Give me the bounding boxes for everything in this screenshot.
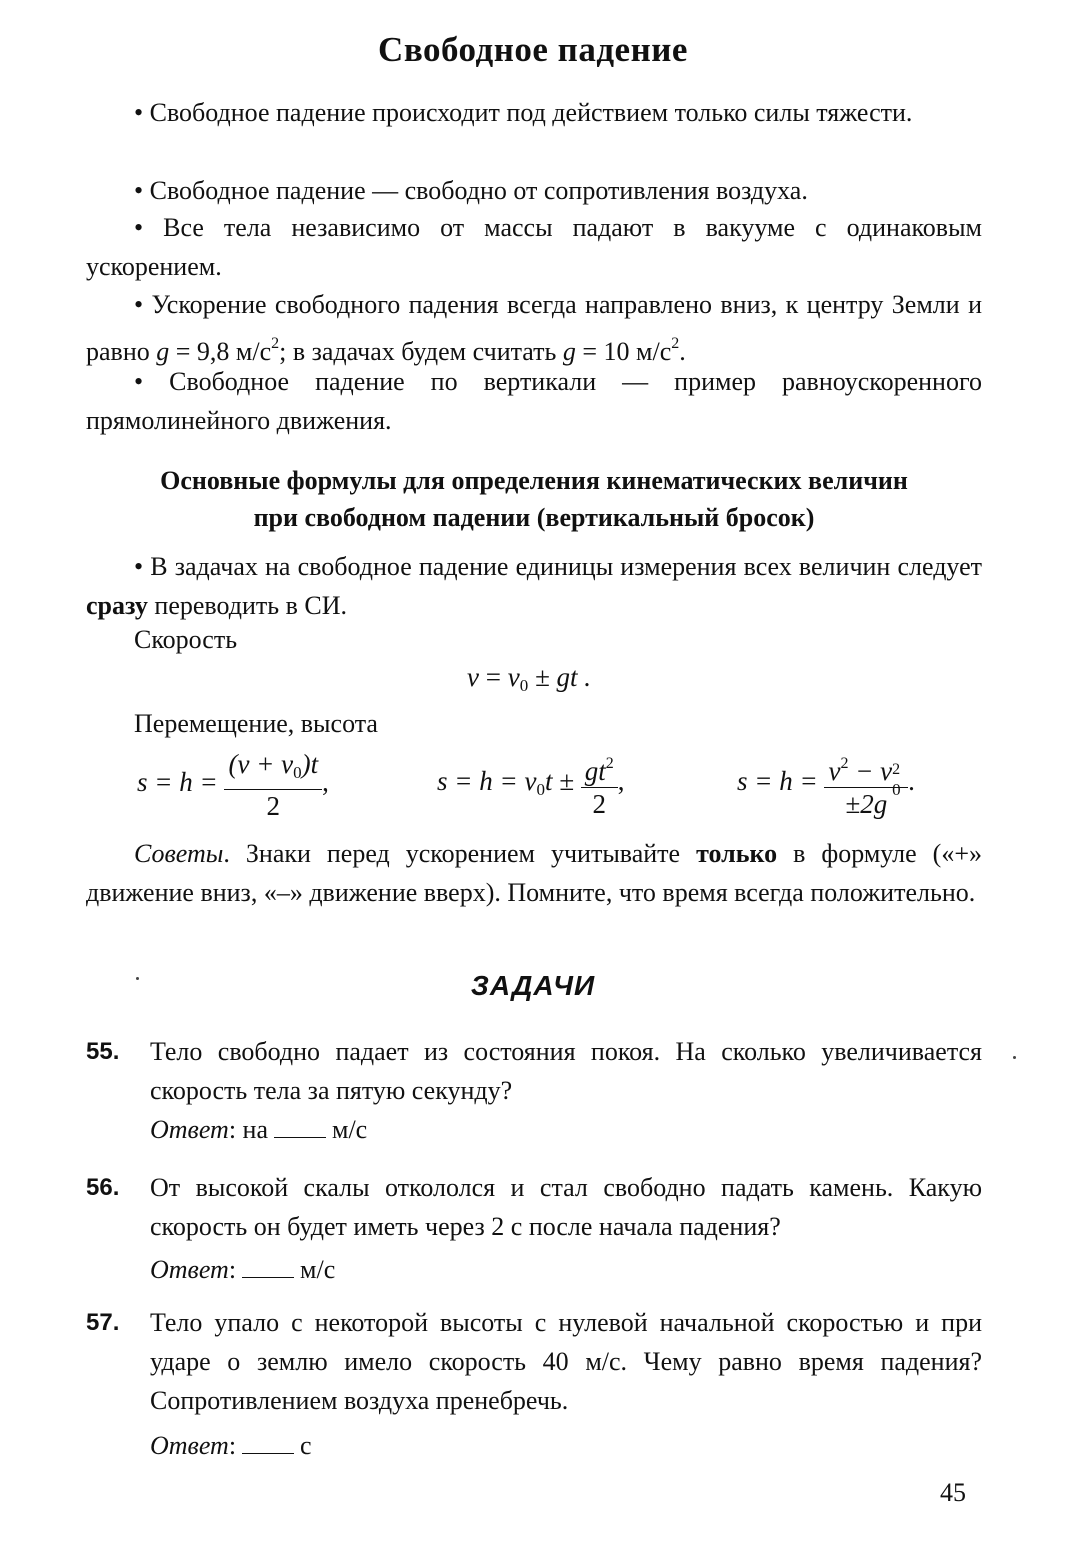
- displacement-formula-1: s = h = $\frac{(v + v_0)t}{2}$ ,: [137, 749, 329, 821]
- section-heading: [86, 462, 982, 536]
- section-heading-line-2: при свободном падении (вертикальный бросок): [253, 503, 815, 532]
- task-answer: Ответ: с: [150, 1431, 312, 1460]
- task-answer: Ответ: на м/с: [150, 1115, 368, 1144]
- task-text: Тело упало с некоторой высоты с нулевой начальной скоростью и при ударе о землю имело скорость 40 м/с. Чему равно время падения? Сопротивлением воздуха пренебречь.: [150, 1308, 982, 1415]
- page-title: Свободное падение: [378, 30, 688, 69]
- displacement-label: Перемещение, высота: [134, 709, 378, 738]
- print-speck: [1013, 1056, 1016, 1059]
- displacement-formula-2: $s = h = v_0t$ ± $\frac{gt^2}{2}$ ,: [437, 748, 625, 820]
- speed-label: Скорость: [134, 625, 238, 654]
- answer-blank[interactable]: [274, 1115, 326, 1138]
- tips-paragraph: Советы. Знаки перед ускорением учитывайте только в формуле («+» движение вниз, «–» движение вверх). Помните, что время всегда положительно.: [86, 839, 982, 907]
- task-text: От высокой скалы откололся и стал свободно падать камень. Какую скорость он будет иметь через 2 с после начала падения?: [150, 1173, 982, 1241]
- task-number: 56.: [86, 1174, 120, 1201]
- answer-blank[interactable]: [242, 1255, 294, 1278]
- task-answer: Ответ: м/с: [150, 1255, 336, 1284]
- answer-blank[interactable]: [242, 1431, 294, 1454]
- page-number: 45: [940, 1478, 966, 1507]
- bullet-5: • Свободное падение по вертикали — пример равноускоренного прямолинейного движения.: [86, 367, 982, 435]
- bullet-4: • Ускорение свободного падения всегда направлено вниз, к центру Земли и равно g = 9,8 $м/с^2$; в задачах будем считать g = 10 $м/с^2$.: [86, 290, 982, 366]
- displacement-formula-3: s = h = $v^2 - v$ 2 0 ±2g .: [737, 748, 915, 820]
- tasks-heading: ЗАДАЧИ: [470, 970, 596, 1001]
- bullet-3: • Все тела независимо от массы падают в вакууме с одинаковым ускорением.: [86, 213, 982, 281]
- speed-formula: $v = v_0$ ± gt .: [467, 662, 592, 695]
- task-number: 55.: [86, 1038, 120, 1065]
- task-text: Тело свободно падает из состояния покоя. На сколько увеличивается скорость тела за пятую секунду?: [150, 1037, 982, 1105]
- units-note: • В задачах на свободное падение единицы измерения всех величин следует сразу переводить в СИ.: [86, 552, 982, 620]
- bullet-1: • Свободное падение происходит под действием только силы тяжести.: [134, 98, 913, 127]
- section-heading-line-1: Основные формулы для определения кинематических величин: [160, 466, 908, 495]
- bullet-2: • Свободное падение — свободно от сопротивления воздуха.: [134, 176, 808, 205]
- task-number: 57.: [86, 1309, 120, 1336]
